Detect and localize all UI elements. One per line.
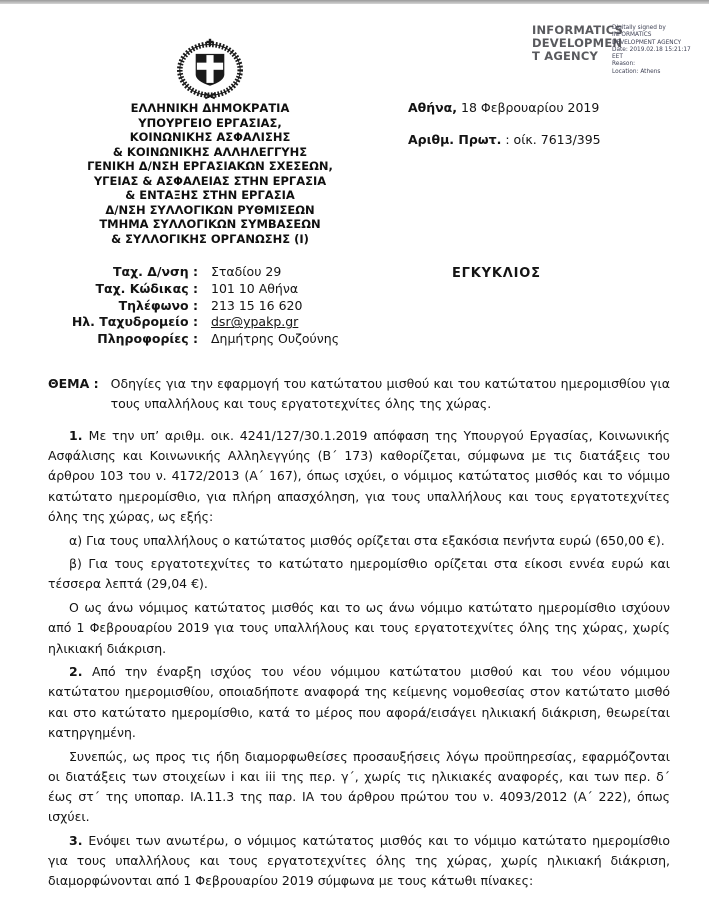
header-line: & ΕΝΤΑΞΗΣ ΣΤΗΝ ΕΡΓΑΣΙΑ (125, 188, 295, 202)
document-type-title: ΕΓΚΥΚΛΙΟΣ (452, 266, 541, 281)
signature-detail-line: Reason: (612, 61, 636, 68)
contact-label: Πληροφορίες : (97, 331, 198, 347)
contact-label: Τηλέφωνο : (118, 297, 198, 313)
paragraph (48, 554, 670, 594)
contact-block (40, 264, 339, 348)
signature-detail-line: INFORMATICS (612, 32, 652, 39)
contact-value: 213 15 16 620 (211, 297, 303, 313)
paragraph (48, 598, 670, 659)
subject-block (48, 374, 670, 413)
contact-row (40, 298, 339, 315)
header-line: ΕΛΛΗΝΙΚΗ ΔΗΜΟΚΡΑΤΙΑ (130, 101, 290, 115)
protocol-line (408, 132, 601, 147)
viewer-top-edge (0, 0, 709, 4)
contact-value: Δημήτρης Ουζούνης (211, 331, 340, 347)
signature-detail-line: EET (612, 54, 623, 61)
header-line: ΓΕΝΙΚΗ Δ/ΝΣΗ ΕΡΓΑΣΙΑΚΩΝ ΣΧΕΣΕΩΝ, (87, 159, 333, 173)
paragraph-number: 3. (69, 832, 89, 848)
paragraph-text: Με την υπ’ αριθμ. οικ. 4241/127/30.1.2019 απόφαση της Υπουργού Εργασίας, Κοινωνικής Ασφάλισης και Κοινωνικής Αλληλεγγύης (Β΄ 173) καθορίζεται, σύμφωνα με τις διατάξεις του άρθρου 103 του ν. 4172/2013 (Α΄ 167), όπως ισχύει, ο νόμιμος κατώτατος μισθός και το νόμιμο κατώτατο ημερομίσθιο, για πλήρη απασχόληση, για τους υπαλλήλους και τους εργατοτεχνίτες όλης της χώρας, ως εξής: (48, 428, 670, 524)
paragraph-text: α) Για τους υπαλλήλους ο κατώτατος μισθός ορίζεται στα εξακόσια πενήντα ευρώ (650,00 €). (69, 532, 665, 548)
header-line: & ΚΟΙΝΩΝΙΚΗΣ ΑΛΛΗΛΕΓΓΥΗΣ (112, 144, 308, 159)
paragraph-text: Συνεπώς, ως προς τις ήδη διαμορφωθείσες προσαυξήσεις λόγω προϋπηρεσίας, εφαρμόζονται οι διατάξεις των στοιχείων i και iii της περ. γ΄, χωρίς τις ηλικιακές αναφορές, και των περ. δ΄ έως στ΄ της υποπαρ. ΙΑ.11.3 της παρ. ΙΑ του άρθρου πρώτου του ν. 4093/2012 (Α΄ 222), όπως ισχύει. (48, 748, 670, 825)
paragraph (48, 831, 670, 892)
paragraph-text: Ενόψει των ανωτέρω, ο νόμιμος κατώτατος μισθός και το νόμιμο κατώτατο ημερομίσθιο για τους υπαλλήλους και τους εργατοτεχνίτες όλης της χώρας, χωρίς ηλικιακή διάκριση, διαμορφώνονται από 1 Φεβρουαρίου 2019 σύμφωνα με τους κάτωθι πίνακες: (48, 832, 670, 889)
header-line: ΤΜΗΜΑ ΣΥΛΛΟΓΙΚΩΝ ΣΥΜΒΑΣΕΩΝ (99, 217, 321, 231)
date-line (408, 100, 599, 115)
document-body (48, 426, 670, 895)
contact-label: Ταχ. Δ/νση : (112, 264, 198, 279)
protocol-label: Αριθμ. Πρωτ. (408, 132, 502, 147)
ministry-header (25, 101, 395, 246)
contact-row (40, 264, 339, 281)
header-line: ΥΓΕΙΑΣ & ΑΣΦΑΛΕΙΑΣ ΣΤΗΝ ΕΡΓΑΣΙΑ (93, 173, 327, 188)
greek-coat-of-arms-icon (170, 38, 250, 100)
contact-label: Ταχ. Κώδικας : (95, 280, 198, 296)
paragraph-text: β) Για τους εργατοτεχνίτες το κατώτατο ημερομίσθιο ορίζεται στα είκοσι εννέα ευρώ και τέσσερα λεπτά (29,04 €). (48, 556, 670, 592)
city-label: Αθήνα, (408, 100, 458, 115)
protocol-value: : οίκ. 7613/395 (505, 132, 601, 147)
signature-agency-line: INFORMATICS (532, 23, 624, 37)
paragraph-number: 1. (69, 428, 89, 443)
signature-detail-line: DEVELOPMENT AGENCY (612, 39, 682, 46)
signature-detail-line: Location: Athens (612, 68, 661, 75)
contact-value: 101 10 Αθήνα (211, 280, 299, 296)
contact-label: Ηλ. Ταχυδρομείο : (71, 314, 198, 330)
header-line: ΚΟΙΝΩΝΙΚΗΣ ΑΣΦΑΛΙΣΗΣ (129, 130, 291, 144)
contact-value: Σταδίου 29 (211, 264, 282, 279)
contact-row (40, 314, 339, 331)
subject-text: Οδηγίες για την εφαρμογή του κατώτατου μισθού και του κατώτατου ημερομισθίου για τους υπαλλήλους και τους εργατοτεχνίτες όλης της χώρας. (110, 376, 670, 411)
signature-agency-line: T AGENCY (532, 49, 599, 63)
paragraph (48, 426, 670, 527)
signature-detail-line: Digitally signed by (612, 25, 666, 31)
signature-detail-line: Date: 2019.02.18 15:21:17 (612, 46, 691, 53)
contact-row (40, 281, 339, 298)
header-line: Δ/ΝΣΗ ΣΥΛΛΟΓΙΚΩΝ ΡΥΘΜΙΣΕΩΝ (105, 202, 315, 217)
paragraph-number: 2. (69, 664, 92, 680)
paragraph (48, 662, 670, 743)
date-value: 18 Φεβρουαρίου 2019 (461, 100, 600, 115)
paragraph-text: Ο ως άνω νόμιμος κατώτατος μισθός και το ως άνω νόμιμο κατώτατο ημερομίσθιο ισχύουν από 1 Φεβρουαρίου 2019 για τους υπαλλήλους και τους εργατοτεχνίτες όλης της χώρας, χωρίς ηλικιακή διάκριση. (48, 600, 670, 656)
digital-signature-agency (532, 23, 624, 63)
header-line: ΥΠΟΥΡΓΕΙΟ ΕΡΓΑΣΙΑΣ, (138, 115, 282, 130)
paragraph (48, 747, 670, 828)
paragraph (48, 531, 670, 551)
paragraph-text: Από την έναρξη ισχύος του νέου νόμιμου κατώτατου μισθού και του νέου νόμιμου κατώτατου ημερομισθίου, οποιαδήποτε αναφορά της κείμενης νομοθεσίας στον κατώτατο μισθό και στο κατώτατο ημερομίσθιο, κατά το μέρος που αφορά/εισάγει ηλικιακή διάκριση, θεωρείται κατηργημένη. (48, 664, 670, 740)
header-line: & ΣΥΛΛΟΓΙΚΗΣ ΟΡΓΑΝΩΣΗΣ (Ι) (111, 231, 309, 246)
subject-label: ΘΕΜΑ : (48, 376, 99, 391)
signature-agency-line: DEVELOPMEN (532, 36, 623, 50)
email-link[interactable]: dsr@ypakp.gr (211, 314, 299, 330)
contact-row (40, 331, 339, 348)
digital-signature-details (612, 25, 708, 76)
